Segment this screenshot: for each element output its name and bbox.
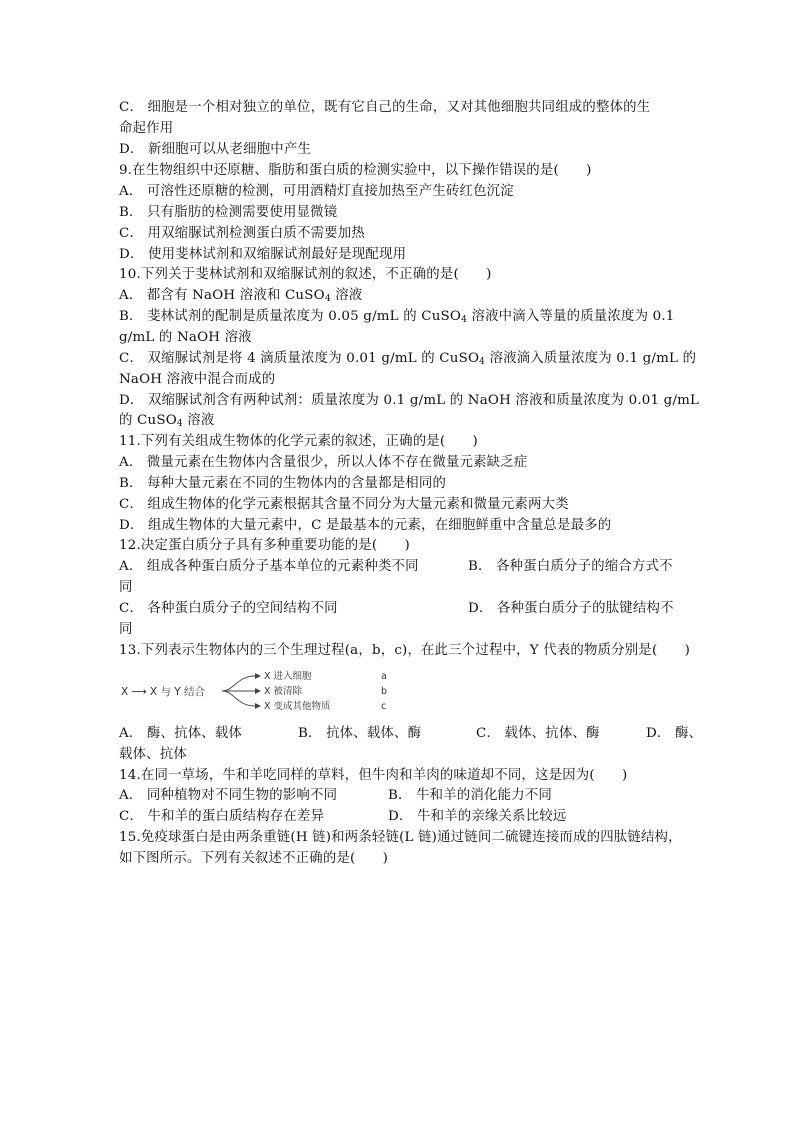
q12-stem: 12.决定蛋白质分子具有多种重要功能的是( ) [119, 538, 410, 553]
q10-option-c-line2: NaOH 溶液中混合而成的 [119, 372, 276, 387]
q13-option-d: D． 酶、 [646, 726, 703, 741]
q13-option-c: C． 载体、抗体、酶 [476, 726, 600, 741]
q9-option-b: B． 只有脂肪的检测需要使用显微镜 [119, 205, 338, 220]
q14-option-c: C． 牛和羊的蛋白质结构存在差异 [119, 809, 325, 824]
q15-stem-line2: 如下图所示。下列有关叙述不正确的是( ) [119, 851, 389, 866]
diagram-left-label: X ⟶ X 与 Y 结合 [121, 686, 206, 698]
q10-option-c-line1: C． 双缩脲试剂是将 4 滴质量浓度为 0.01 g/mL 的 CuSO$_4$ 溶液滴入质量浓度为 0.1 g/mL 的 [119, 351, 697, 367]
q11-option-b: B． 每种大量元素在不同的生物体内的含量都是相同的 [119, 476, 447, 491]
arrowhead-a [255, 673, 261, 679]
q9-option-c: C． 用双缩脲试剂检测蛋白质不需要加热 [119, 226, 365, 241]
branch-label-a: a [381, 671, 387, 682]
q8-option-d: D． 新细胞可以从老细胞中产生 [119, 142, 312, 157]
q12-option-d: D． 各种蛋白质分子的肽键结构不 [468, 601, 674, 616]
q11-stem: 11.下列有关组成生物体的化学元素的叙述，正确的是( ) [119, 434, 478, 449]
q8-option-c-line2: 命起作用 [119, 121, 174, 136]
q11-option-c: C． 组成生物体的化学元素根据其含量不同分为大量元素和微量元素两大类 [119, 497, 569, 512]
arrowhead-c [255, 703, 261, 709]
branch-text-b: X 被清除 [264, 686, 303, 697]
q13-option-d-cont: 载体、抗体 [119, 747, 187, 762]
q14-option-a: A． 同种植物对不同生物的影响不同 [119, 788, 338, 803]
q11-option-a: A． 微量元素在生物体内含量很少，所以人体不存在微量元素缺乏症 [119, 455, 528, 470]
q9-option-d: D． 使用斐林试剂和双缩脲试剂最好是现配现用 [119, 247, 407, 262]
q12-option-a: A． 组成各种蛋白质分子基本单位的元素种类不同 [119, 559, 419, 574]
q14-option-b: B． 牛和羊的消化能力不同 [388, 788, 552, 803]
branch-arrow-c [222, 691, 255, 706]
branch-label-c: c [381, 701, 387, 712]
q12-option-d-cont: 同 [119, 622, 133, 637]
q12-option-c: C． 各种蛋白质分子的空间结构不同 [119, 601, 338, 616]
q10-option-b-line2: g/mL 的 NaOH 溶液 [119, 330, 252, 345]
branch-arrow-a [222, 676, 255, 691]
q12-option-b-cont: 同 [119, 580, 133, 595]
q10-stem: 10.下列关于斐林试剂和双缩脲试剂的叙述，不正确的是( ) [119, 267, 492, 282]
q12-option-b: B． 各种蛋白质分子的缩合方式不 [468, 559, 673, 574]
q10-option-a: A． 都含有 NaOH 溶液和 CuSO$_4$ 溶液 [119, 288, 363, 304]
q14-option-d: D． 牛和羊的亲缘关系比较远 [388, 809, 567, 824]
q13-option-b: B． 抗体、载体、酶 [298, 726, 422, 741]
arrowhead-b [255, 688, 261, 694]
q9-stem: 9.在生物组织中还原糖、脂肪和蛋白质的检测实验中，以下操作错误的是( ) [119, 163, 592, 178]
q8-option-c-line1: C． 细胞是一个相对独立的单位，既有它自己的生命，又对其他细胞共同组成的整体的生 [119, 100, 651, 115]
branch-label-b: b [381, 686, 388, 697]
q13-stem: 13.下列表示生物体内的三个生理过程(a，b，c)，在此三个过程中，Y 代表的物质分别是( ) [119, 643, 691, 658]
q11-option-d: D． 组成生物体的大量元素中，C 是最基本的元素，在细胞鲜重中含量总是最多的 [119, 518, 612, 533]
q15-stem-line1: 15.免疫球蛋白是由两条重链(H 链)和两条轻链(L 链)通过链间二硫键连接而成的四肽链结构， [119, 830, 682, 845]
q10-option-d-line2: 的 CuSO$_4$ 溶液 [119, 413, 215, 429]
q10-option-b-line1: B． 斐林试剂的配制是质量浓度为 0.05 g/mL 的 CuSO$_4$ 溶液中滴入等量的质量浓度为 0.1 [119, 309, 675, 325]
q10-option-d-line1: D． 双缩脲试剂含有两种试剂：质量浓度为 0.1 g/mL 的 NaOH 溶液和质量浓度为 0.01 g/mL [119, 393, 700, 408]
q13-option-a: A． 酶、抗体、载体 [119, 726, 243, 741]
q9-option-a: A． 可溶性还原糖的检测，可用酒精灯直接加热至产生砖红色沉淀 [119, 184, 514, 199]
branch-text-a: X 进入细胞 [264, 671, 312, 682]
q13-process-diagram [119, 668, 419, 714]
branch-text-c: X 变成其他物质 [264, 701, 331, 712]
q14-stem: 14.在同一草场，牛和羊吃同样的草料，但牛肉和羊肉的味道却不同，这是因为( ) [119, 768, 628, 783]
